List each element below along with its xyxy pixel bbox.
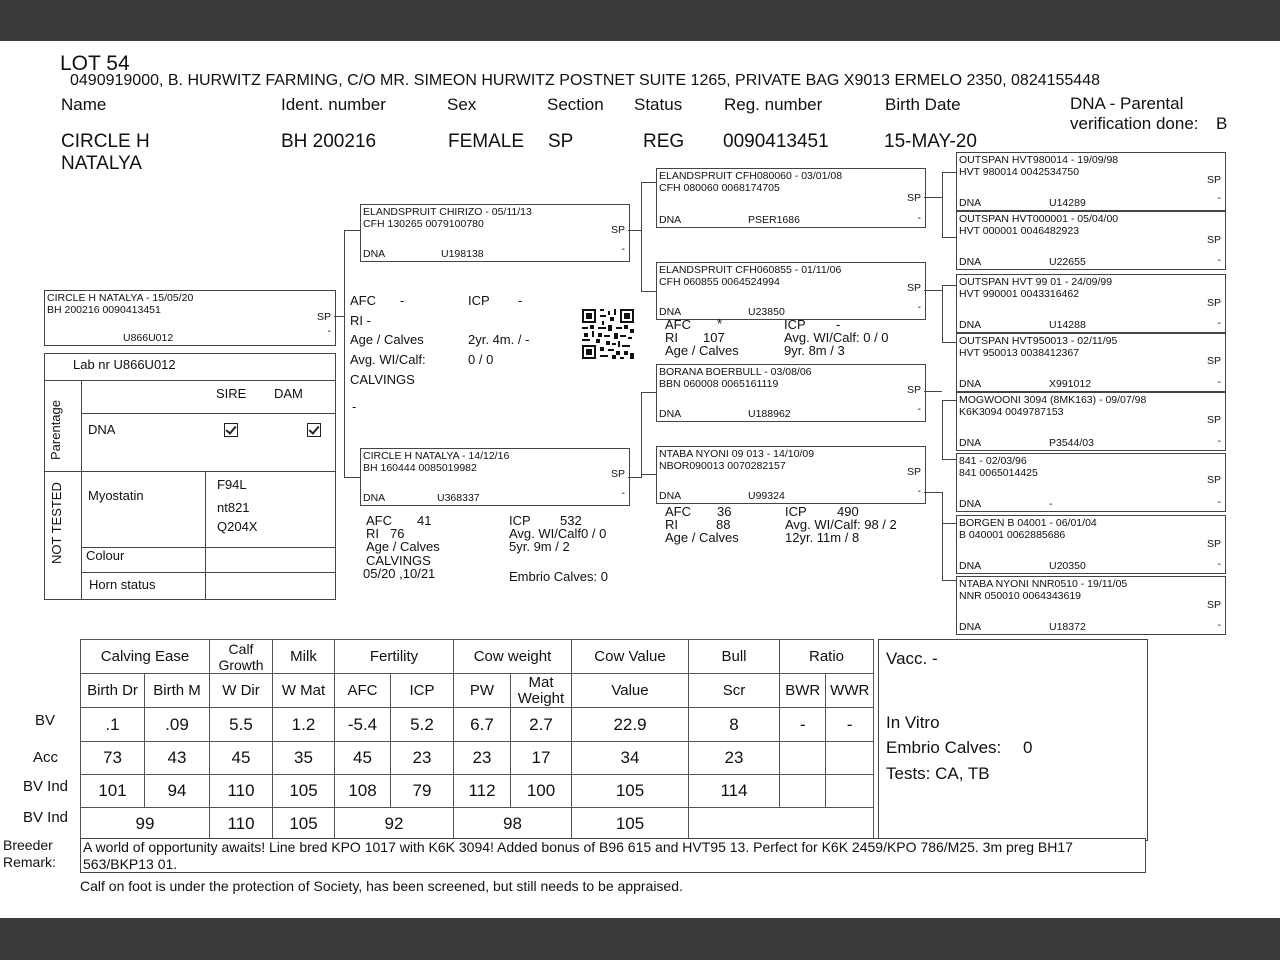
acc-cell: 23 xyxy=(454,742,511,775)
dam-afc: AFC xyxy=(366,513,392,528)
bv-cell: .1 xyxy=(81,708,145,742)
dam-embrio: Embrio Calves: 0 xyxy=(509,569,608,584)
perf-age-calves-value: 2yr. 4m. / - xyxy=(468,332,530,347)
g5-dna-value: P3544/03 xyxy=(1049,437,1094,449)
dd-icp-value: 490 xyxy=(837,504,859,519)
bv-cell: - xyxy=(826,708,874,742)
bv-cell: 2.7 xyxy=(511,708,572,742)
animal-ids: BH 200216 0090413451 xyxy=(47,304,161,316)
sub-bwr: BWR xyxy=(780,674,826,708)
value-birth: 15-MAY-20 xyxy=(884,131,977,152)
lab-dam: DAM xyxy=(274,386,303,401)
perf-avg-wi: Avg. WI/Calf: xyxy=(350,352,426,367)
dd-ri-value: 88 xyxy=(716,517,731,532)
bv-cell: 22.9 xyxy=(572,708,689,742)
dd-ri: RI xyxy=(665,517,678,532)
group-bull: Bull xyxy=(689,640,780,674)
label-birth: Birth Date xyxy=(885,95,961,114)
sd-age-calves: Age / Calves xyxy=(665,343,739,358)
animal-code: U866U012 xyxy=(123,332,174,344)
g1-title: OUTSPAN HVT980014 - 19/09/98 xyxy=(959,154,1119,166)
top-bar xyxy=(0,0,1280,41)
g8-sp: SP xyxy=(1206,599,1221,611)
ggp-5-box xyxy=(956,392,1226,451)
g2-dna-value: U22655 xyxy=(1049,256,1086,268)
sub-wwr: WWR xyxy=(826,674,874,708)
bv-cell: 5.2 xyxy=(391,708,454,742)
sire-box xyxy=(360,204,630,262)
bv-cell: 1.2 xyxy=(273,708,335,742)
g2-title: OUTSPAN HVT000001 - 05/04/00 xyxy=(959,213,1119,225)
ind-cell: 101 xyxy=(81,775,145,808)
sub-scr: Scr xyxy=(689,674,780,708)
sire-dna-value: U198138 xyxy=(441,248,484,260)
dam-ri: RI xyxy=(366,526,379,541)
g8-dna-value: U18372 xyxy=(1049,621,1086,633)
sd-ids: CFH 060855 0064524994 xyxy=(659,276,780,288)
sub-w-mat: W Mat xyxy=(273,674,335,708)
g4-dna: DNA xyxy=(959,378,982,390)
g6-dna-value: - xyxy=(1049,498,1053,510)
g7-ids: B 040001 0062885686 xyxy=(959,529,1066,541)
lab-colour: Colour xyxy=(86,548,125,563)
sire-title: ELANDSPRUIT CHIRIZO - 05/11/13 xyxy=(363,206,532,218)
sd-dna-value: U23850 xyxy=(748,306,785,318)
g6-ids: 841 0065014425 xyxy=(959,467,1038,479)
value-reg: 0090413451 xyxy=(723,131,829,152)
g7-dna-value: U20350 xyxy=(1049,560,1086,572)
sub-w-dir: W Dir xyxy=(210,674,273,708)
dam-dna-checkbox xyxy=(307,423,321,437)
ds-dna-value: U188962 xyxy=(748,408,791,420)
sd-age-calves-value: 9yr. 8m / 3 xyxy=(784,343,845,358)
g6-dna: DNA xyxy=(959,498,982,510)
dd-age-calves-value: 12yr. 11m / 8 xyxy=(785,530,860,545)
sd-sp: SP xyxy=(906,282,921,294)
ss-ids: CFH 080060 0068174705 xyxy=(659,182,780,194)
dd-afc: AFC xyxy=(665,504,691,519)
dam-sp: SP xyxy=(610,468,625,480)
ind-cell: 105 xyxy=(572,775,689,808)
sd-afc-value: * xyxy=(717,316,723,331)
ds-title: BORANA BOERBULL - 03/08/06 xyxy=(659,366,812,378)
footer-note: Calf on foot is under the protection of Society, has been screened, but still needs to be appraised. xyxy=(80,878,683,894)
ss-sp: SP xyxy=(906,192,921,204)
bv-cell: - xyxy=(780,708,826,742)
value-name-1: CIRCLE H xyxy=(61,131,150,152)
perf-afc: AFC xyxy=(350,293,376,308)
dam-dam-box xyxy=(656,446,926,504)
perf-ri: RI - xyxy=(350,313,371,328)
g7-dna: DNA xyxy=(959,560,982,572)
side-panel xyxy=(878,639,1148,841)
group-milk: Milk xyxy=(273,640,335,674)
g4-ids: HVT 950013 0038412367 xyxy=(959,347,1080,359)
dd-dna-value: U99324 xyxy=(748,490,785,502)
g4-dna-value: X991012 xyxy=(1049,378,1092,390)
g7-dash: - xyxy=(1217,558,1221,570)
dam-calvings: CALVINGS xyxy=(366,553,431,568)
g3-dash: - xyxy=(1217,317,1221,329)
sub-pw: PW xyxy=(454,674,511,708)
row-label-bv: BV xyxy=(35,712,56,729)
ind-cell: 108 xyxy=(335,775,391,808)
perf-avg-wi-value: 0 / 0 xyxy=(468,352,494,367)
dd-avg-wi: Avg. WI/Calf: 98 / 2 xyxy=(785,517,897,532)
ds-ids: BBN 060008 0065161119 xyxy=(659,378,779,390)
g5-dna: DNA xyxy=(959,437,982,449)
sd-icp: ICP xyxy=(784,317,806,332)
g1-dash: - xyxy=(1217,192,1221,204)
acc-cell xyxy=(780,742,826,775)
dam-avg-wi: Avg. WI/Calf0 / 0 xyxy=(509,526,607,541)
value-dna: B xyxy=(1216,114,1228,133)
value-ident: BH 200216 xyxy=(281,131,377,152)
ind-cell: 105 xyxy=(273,775,335,808)
ggp-3-box xyxy=(956,274,1226,333)
group-cow-value: Cow Value xyxy=(572,640,689,674)
g2-dash: - xyxy=(1217,254,1221,266)
label-name: Name xyxy=(61,95,107,114)
acc-cell: 73 xyxy=(81,742,145,775)
ind-cell: 114 xyxy=(689,775,780,808)
side-embrio-value: 0 xyxy=(1023,738,1033,757)
dd-icp: ICP xyxy=(785,504,807,519)
g3-dna-value: U14288 xyxy=(1049,319,1086,331)
lab-box xyxy=(44,353,336,600)
bv-cell: -5.4 xyxy=(335,708,391,742)
group-cow-weight: Cow weight xyxy=(454,640,572,674)
dd-afc-value: 36 xyxy=(717,504,732,519)
ind-cell xyxy=(826,775,874,808)
lab-horn: Horn status xyxy=(89,577,156,592)
acc-cell: 23 xyxy=(689,742,780,775)
acc-cell: 43 xyxy=(145,742,210,775)
g4-title: OUTSPAN HVT950013 - 02/11/95 xyxy=(959,335,1118,347)
dam-dna: DNA xyxy=(363,492,386,504)
ds-sp: SP xyxy=(906,384,921,396)
ind2-cell: 92 xyxy=(335,808,454,841)
g7-title: BORGEN B 04001 - 06/01/04 xyxy=(959,517,1097,529)
g1-sp: SP xyxy=(1206,174,1221,186)
sd-dna: DNA xyxy=(659,306,682,318)
sub-mat-weight: Mat Weight xyxy=(511,674,572,708)
group-calving-ease: Calving Ease xyxy=(81,640,210,674)
dd-ids: NBOR090013 0070282157 xyxy=(659,460,786,472)
g4-dash: - xyxy=(1217,376,1221,388)
sire-sp: SP xyxy=(610,224,625,236)
dam-age-calves-value: 5yr. 9m / 2 xyxy=(509,539,570,554)
not-tested-label: NOT TESTED xyxy=(49,482,64,564)
animal-sp: SP xyxy=(316,311,331,323)
label-ident: Ident. number xyxy=(281,95,386,114)
qr-code xyxy=(582,309,634,359)
ds-dash: - xyxy=(917,403,921,415)
ind2-cell: 105 xyxy=(273,808,335,841)
remark-label-2: Remark: xyxy=(3,854,56,870)
lab-sire: SIRE xyxy=(216,386,247,401)
tests: Tests: CA, TB xyxy=(886,764,990,783)
sire-dam-box xyxy=(656,262,926,320)
bv-cell: .09 xyxy=(145,708,210,742)
sub-value: Value xyxy=(572,674,689,708)
perf-icp: ICP xyxy=(468,293,490,308)
sire-dna-checkbox xyxy=(224,423,238,437)
perf-age-calves: Age / Calves xyxy=(350,332,424,347)
g3-dna: DNA xyxy=(959,319,982,331)
g2-dna: DNA xyxy=(959,256,982,268)
dam-icp-value: 532 xyxy=(560,513,582,528)
group-ratio: Ratio xyxy=(780,640,874,674)
value-name-2: NATALYA xyxy=(61,153,142,174)
ind2-cell: 110 xyxy=(210,808,273,841)
acc-cell: 45 xyxy=(210,742,273,775)
sire-ids: CFH 130265 0079100780 xyxy=(363,218,484,230)
perf-afc-value: - xyxy=(400,293,405,308)
remark-label-1: Breeder xyxy=(3,837,53,853)
bv-cell: 5.5 xyxy=(210,708,273,742)
row-label-bv-ind-2: BV Ind xyxy=(23,809,69,826)
g5-ids: K6K3094 0049787153 xyxy=(959,406,1064,418)
row-label-acc: Acc xyxy=(33,749,59,766)
dam-title: CIRCLE H NATALYA - 14/12/16 xyxy=(363,450,510,462)
sd-afc: AFC xyxy=(665,317,691,332)
g5-title: MOGWOONI 3094 (8MK163) - 09/07/98 xyxy=(959,394,1147,406)
acc-cell: 34 xyxy=(572,742,689,775)
g1-ids: HVT 980014 0042534750 xyxy=(959,166,1080,178)
acc-cell xyxy=(826,742,874,775)
dam-ri-value: 76 xyxy=(390,526,405,541)
sd-avg-wi: Avg. WI/Calf: 0 / 0 xyxy=(784,330,889,345)
g7-sp: SP xyxy=(1206,538,1221,550)
g8-ids: NNR 050010 0064343619 xyxy=(959,590,1082,602)
sd-title: ELANDSPRUIT CFH060855 - 01/11/06 xyxy=(659,264,842,276)
ggp-6-box xyxy=(956,453,1226,512)
ggp-2-box xyxy=(956,211,1226,270)
ind-cell: 79 xyxy=(391,775,454,808)
parentage-label: Parentage xyxy=(48,400,63,460)
ds-dna: DNA xyxy=(659,408,682,420)
lab-nr: Lab nr U866U012 xyxy=(73,357,176,372)
g2-ids: HVT 000001 0046482923 xyxy=(959,225,1080,237)
sire-sire-box xyxy=(656,168,926,228)
ind-cell: 100 xyxy=(511,775,572,808)
myo-value-3: Q204X xyxy=(217,519,258,534)
g5-dash: - xyxy=(1217,435,1221,447)
g6-title: 841 - 02/03/96 xyxy=(959,455,1027,467)
ind-cell: 112 xyxy=(454,775,511,808)
g6-sp: SP xyxy=(1206,474,1221,486)
g1-dna-value: U14289 xyxy=(1049,197,1086,209)
dd-sp: SP xyxy=(906,466,921,478)
owner-line: 0490919000, B. HURWITZ FARMING, C/O MR. SIMEON HURWITZ POSTNET SUITE 1265, PRIVATE BAG X9013 ERMELO 2350, 0824155448 xyxy=(70,72,1100,89)
g8-dash: - xyxy=(1217,619,1221,631)
g3-ids: HVT 990001 0043316462 xyxy=(959,288,1080,300)
sub-birth-dr: Birth Dr xyxy=(81,674,145,708)
ind2-cell: 99 xyxy=(81,808,210,841)
row-label-bv-ind: BV Ind xyxy=(23,778,69,795)
lot-number: LOT 54 xyxy=(60,52,130,75)
group-fertility: Fertility xyxy=(335,640,454,674)
dam-box xyxy=(360,448,630,506)
ggp-7-box xyxy=(956,515,1226,574)
acc-cell: 23 xyxy=(391,742,454,775)
g8-dna: DNA xyxy=(959,621,982,633)
bottom-bar xyxy=(0,918,1280,960)
perf-calvings: CALVINGS xyxy=(350,372,415,387)
animal-title: CIRCLE H NATALYA - 15/05/20 xyxy=(47,292,194,304)
dam-ids: BH 160444 0085019982 xyxy=(363,462,477,474)
sd-icp-value: - xyxy=(836,317,841,332)
ind-cell: 94 xyxy=(145,775,210,808)
ind2-cell: 98 xyxy=(454,808,572,841)
bv-cell: 8 xyxy=(689,708,780,742)
acc-cell: 17 xyxy=(511,742,572,775)
ss-dash: - xyxy=(917,212,921,224)
dd-dna: DNA xyxy=(659,490,682,502)
dd-dash: - xyxy=(917,485,921,497)
dam-calvings-value: 05/20 ,10/21 xyxy=(363,566,436,581)
label-dna-1: DNA - Parental xyxy=(1070,94,1184,113)
ggp-8-box xyxy=(956,576,1226,635)
ss-dna: DNA xyxy=(659,214,682,226)
g6-dash: - xyxy=(1217,496,1221,508)
ind2-cell: 105 xyxy=(572,808,689,841)
value-section: SP xyxy=(548,131,574,152)
sub-icp: ICP xyxy=(391,674,454,708)
acc-cell: 45 xyxy=(335,742,391,775)
lab-myostatin: Myostatin xyxy=(88,488,144,503)
dam-dash: - xyxy=(621,487,625,499)
dam-sire-box xyxy=(656,364,926,422)
g8-title: NTABA NYONI NNR0510 - 19/11/05 xyxy=(959,578,1128,590)
vacc: Vacc. - xyxy=(886,649,938,668)
label-section: Section xyxy=(547,95,604,114)
dd-title: NTABA NYONI 09 013 - 14/10/09 xyxy=(659,448,815,460)
animal-box xyxy=(44,290,336,346)
sd-dash: - xyxy=(917,301,921,313)
dam-age-calves: Age / Calves xyxy=(366,539,440,554)
dam-icp: ICP xyxy=(509,513,531,528)
sd-ri: RI xyxy=(665,330,678,345)
bv-table xyxy=(80,639,874,841)
value-status: REG xyxy=(643,131,685,152)
ss-title: ELANDSPRUIT CFH080060 - 03/01/08 xyxy=(659,170,843,182)
ggp-1-box xyxy=(956,152,1226,211)
dam-dna-value: U368337 xyxy=(437,492,480,504)
lab-dna: DNA xyxy=(88,422,116,437)
ind-cell: 110 xyxy=(210,775,273,808)
sd-ri-value: 107 xyxy=(703,330,725,345)
label-reg: Reg. number xyxy=(724,95,823,114)
label-dna-2: verification done: xyxy=(1070,114,1199,133)
perf-icp-value: - xyxy=(518,293,523,308)
animal-dash: - xyxy=(327,325,331,337)
sire-dna: DNA xyxy=(363,248,386,260)
sub-afc: AFC xyxy=(335,674,391,708)
label-sex: Sex xyxy=(447,95,477,114)
perf-calvings-value: - xyxy=(352,399,357,414)
in-vitro: In Vitro xyxy=(886,713,940,732)
g4-sp: SP xyxy=(1206,355,1221,367)
group-calf-growth: Calf Growth xyxy=(210,640,273,674)
myo-value-2: nt821 xyxy=(217,500,250,515)
g1-dna: DNA xyxy=(959,197,982,209)
g3-sp: SP xyxy=(1206,297,1221,309)
sire-dash: - xyxy=(621,243,625,255)
breeder-remark: A world of opportunity awaits! Line bred KPO 1017 with K6K 3094! Added bonus of B96 615 and HVT95 13. Perfect for K6K 2459/KPO 786/M25. 3m preg BH17 563/BKP13 01. xyxy=(80,838,1146,873)
g2-sp: SP xyxy=(1206,234,1221,246)
g5-sp: SP xyxy=(1206,414,1221,426)
label-status: Status xyxy=(634,95,683,114)
g3-title: OUTSPAN HVT 99 01 - 24/09/99 xyxy=(959,276,1113,288)
bv-cell: 6.7 xyxy=(454,708,511,742)
ind-cell xyxy=(780,775,826,808)
side-embrio: Embrio Calves: xyxy=(886,738,1002,757)
myo-value-1: F94L xyxy=(217,477,247,492)
sub-birth-m: Birth M xyxy=(145,674,210,708)
ss-dna-value: PSER1686 xyxy=(748,214,800,226)
value-sex: FEMALE xyxy=(448,131,525,152)
ggp-4-box xyxy=(956,333,1226,392)
dd-age-calves: Age / Calves xyxy=(665,530,739,545)
acc-cell: 35 xyxy=(273,742,335,775)
dam-afc-value: 41 xyxy=(417,513,432,528)
